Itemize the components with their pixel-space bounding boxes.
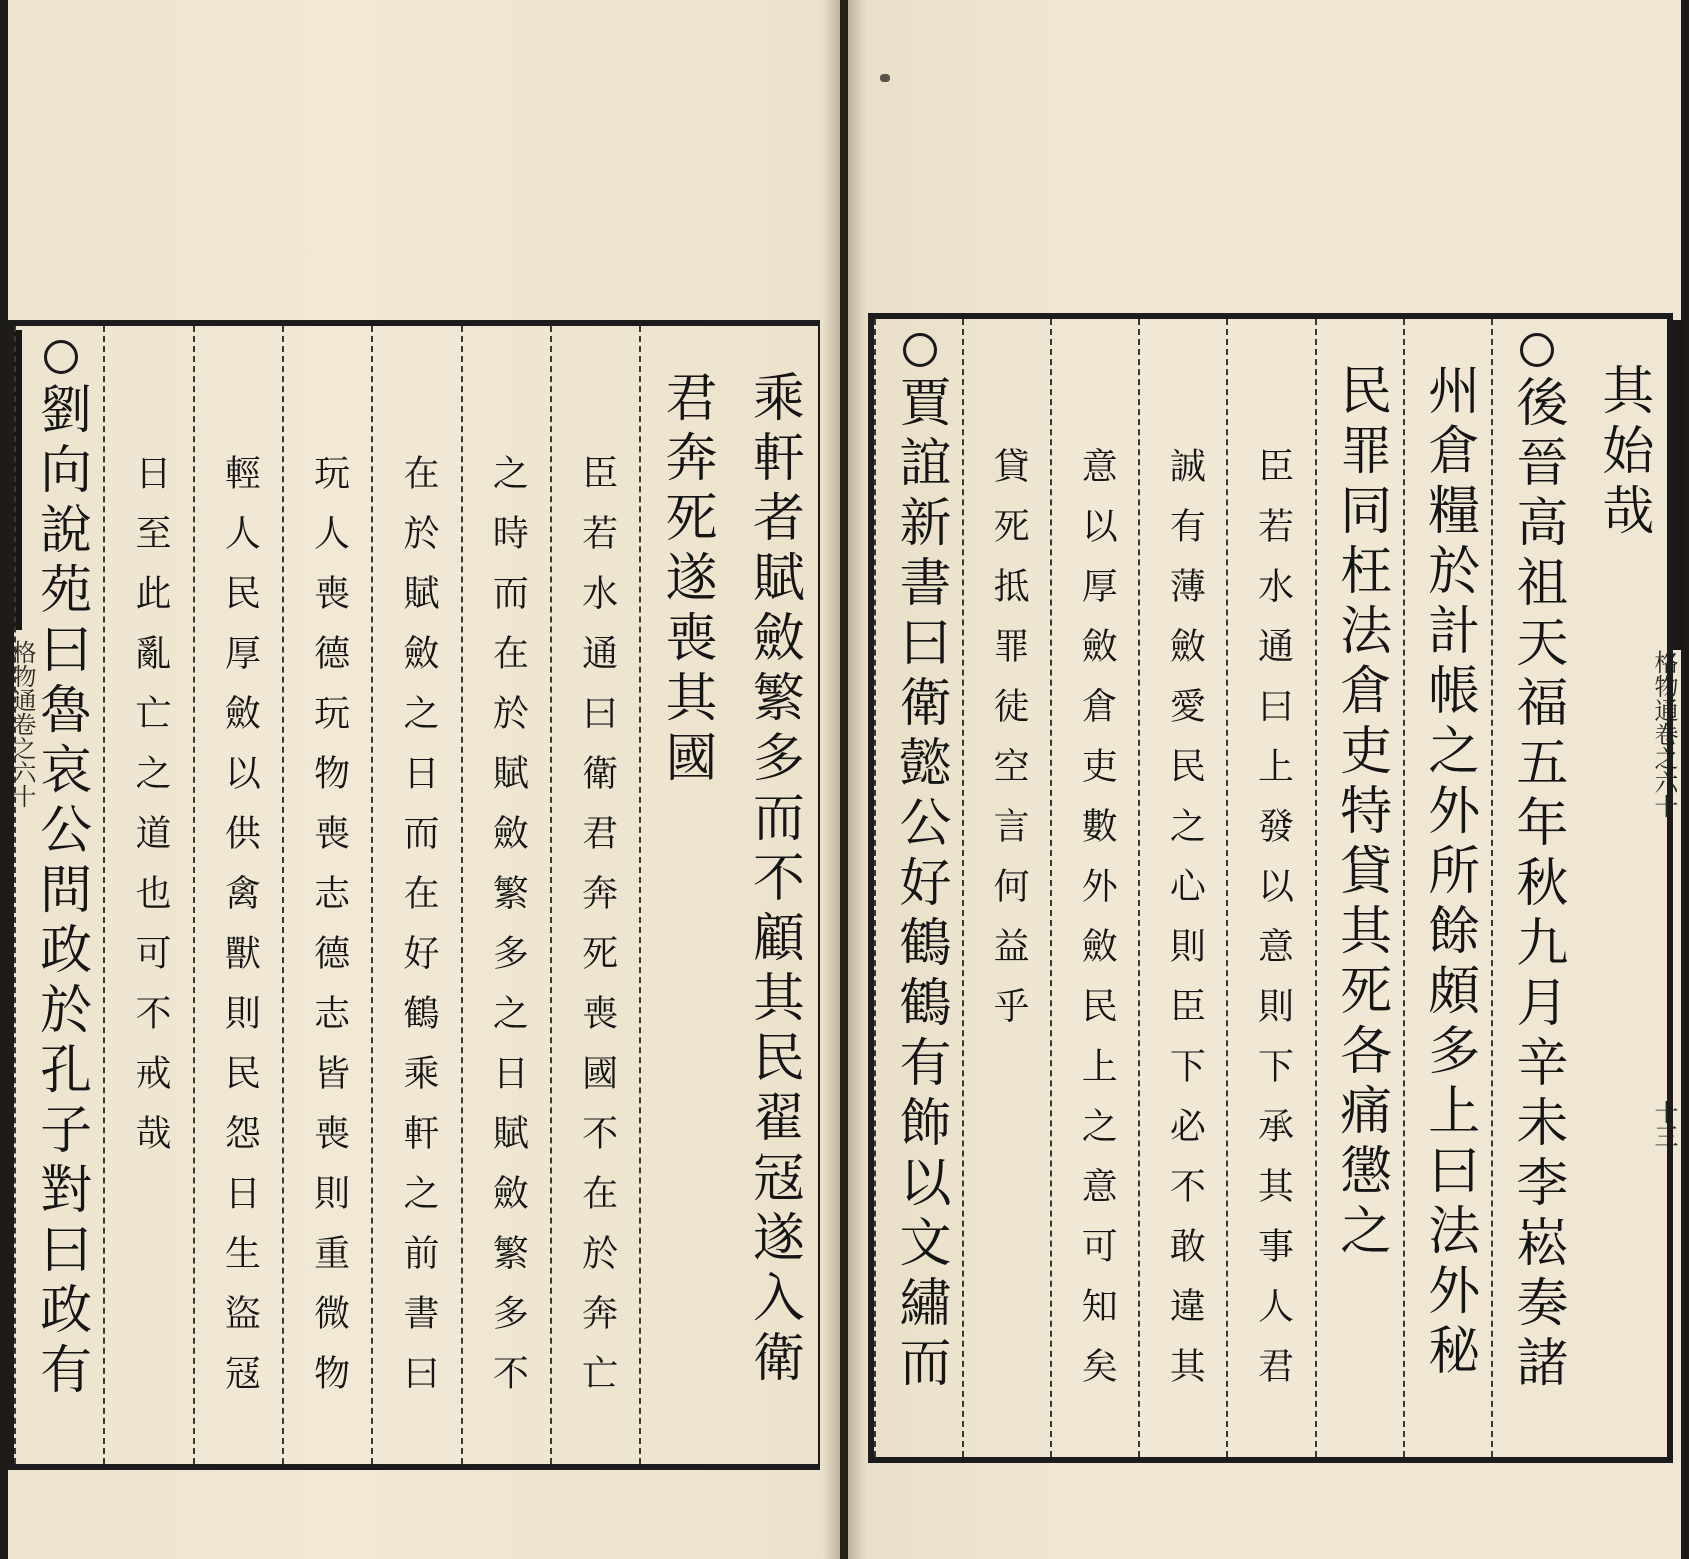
text-column — [639, 326, 728, 1464]
column-text: 其始哉 — [1592, 363, 1653, 543]
text-column — [550, 326, 639, 1464]
right-edge-band — [1672, 320, 1684, 650]
text-column — [1579, 319, 1667, 1457]
text-column — [874, 319, 962, 1457]
entry-marker-circle — [903, 333, 937, 367]
commentary-text: 意以厚斂倉吏數外斂民上之意可知矣 — [1076, 447, 1118, 1407]
text-column — [1315, 319, 1403, 1457]
column-text: 州倉糧於計帳之外所餘頗多上曰法外秘 — [1418, 363, 1479, 1383]
left-margin-title: 格物通卷之六十 — [8, 640, 36, 808]
text-column — [729, 326, 818, 1464]
column-text: 後晉高祖天福五年秋九月辛未李崧奏諸 — [1506, 375, 1567, 1395]
commentary-text: 臣若水通曰衛君奔死喪國不在於奔亡 — [576, 454, 618, 1414]
entry-marker-circle — [1520, 333, 1554, 367]
commentary-text: 玩人喪德玩物喪志德志皆喪則重微物 — [308, 454, 350, 1414]
column-text: 君奔死遂喪其國 — [655, 370, 716, 790]
left-text-frame — [8, 320, 820, 1470]
commentary-text: 日至此亂亡之道也可不戒哉 — [129, 454, 171, 1174]
column-text: 民罪同枉法倉吏特貸其死各痛懲之 — [1330, 363, 1391, 1263]
text-column — [1226, 319, 1314, 1457]
text-column — [1138, 319, 1226, 1457]
text-column — [1403, 319, 1491, 1457]
column-text: 乘軒者賦斂繁多而不顧其民翟冦遂入衛 — [743, 370, 804, 1390]
ink-spot — [880, 74, 890, 82]
commentary-text: 臣若水通曰上發以意則下承其事人君 — [1252, 447, 1294, 1407]
text-column — [962, 319, 1050, 1457]
commentary-text: 輕人民厚斂以供禽獸則民怨日生盜冦 — [219, 454, 261, 1414]
column-text: 劉向說苑曰魯哀公問政於孔子對曰政有 — [30, 382, 91, 1402]
text-column — [371, 326, 460, 1464]
commentary-text: 貸死抵罪徒空言何益乎 — [988, 447, 1030, 1047]
text-column — [1491, 319, 1579, 1457]
right-text-frame — [868, 313, 1673, 1463]
text-column — [282, 326, 371, 1464]
text-column — [103, 326, 192, 1464]
text-column — [14, 326, 103, 1464]
commentary-text: 在於賦斂之日而在好鶴乘軒之前書曰 — [397, 454, 439, 1414]
text-column — [461, 326, 550, 1464]
commentary-text: 誠有薄斂愛民之心則臣下必不敢違其 — [1164, 447, 1206, 1407]
text-column — [193, 326, 282, 1464]
right-sheet-number: 十三 — [1650, 1100, 1678, 1148]
right-margin-title: 格物通卷之六十 — [1650, 650, 1678, 818]
book-gutter — [822, 0, 866, 1559]
entry-marker-circle — [44, 340, 78, 374]
column-text: 賈誼新書曰衛懿公好鶴鶴有飾以文繡而 — [890, 375, 951, 1395]
text-column — [1050, 319, 1138, 1457]
commentary-text: 之時而在於賦斂繁多之日賦斂繁多不 — [487, 454, 529, 1414]
